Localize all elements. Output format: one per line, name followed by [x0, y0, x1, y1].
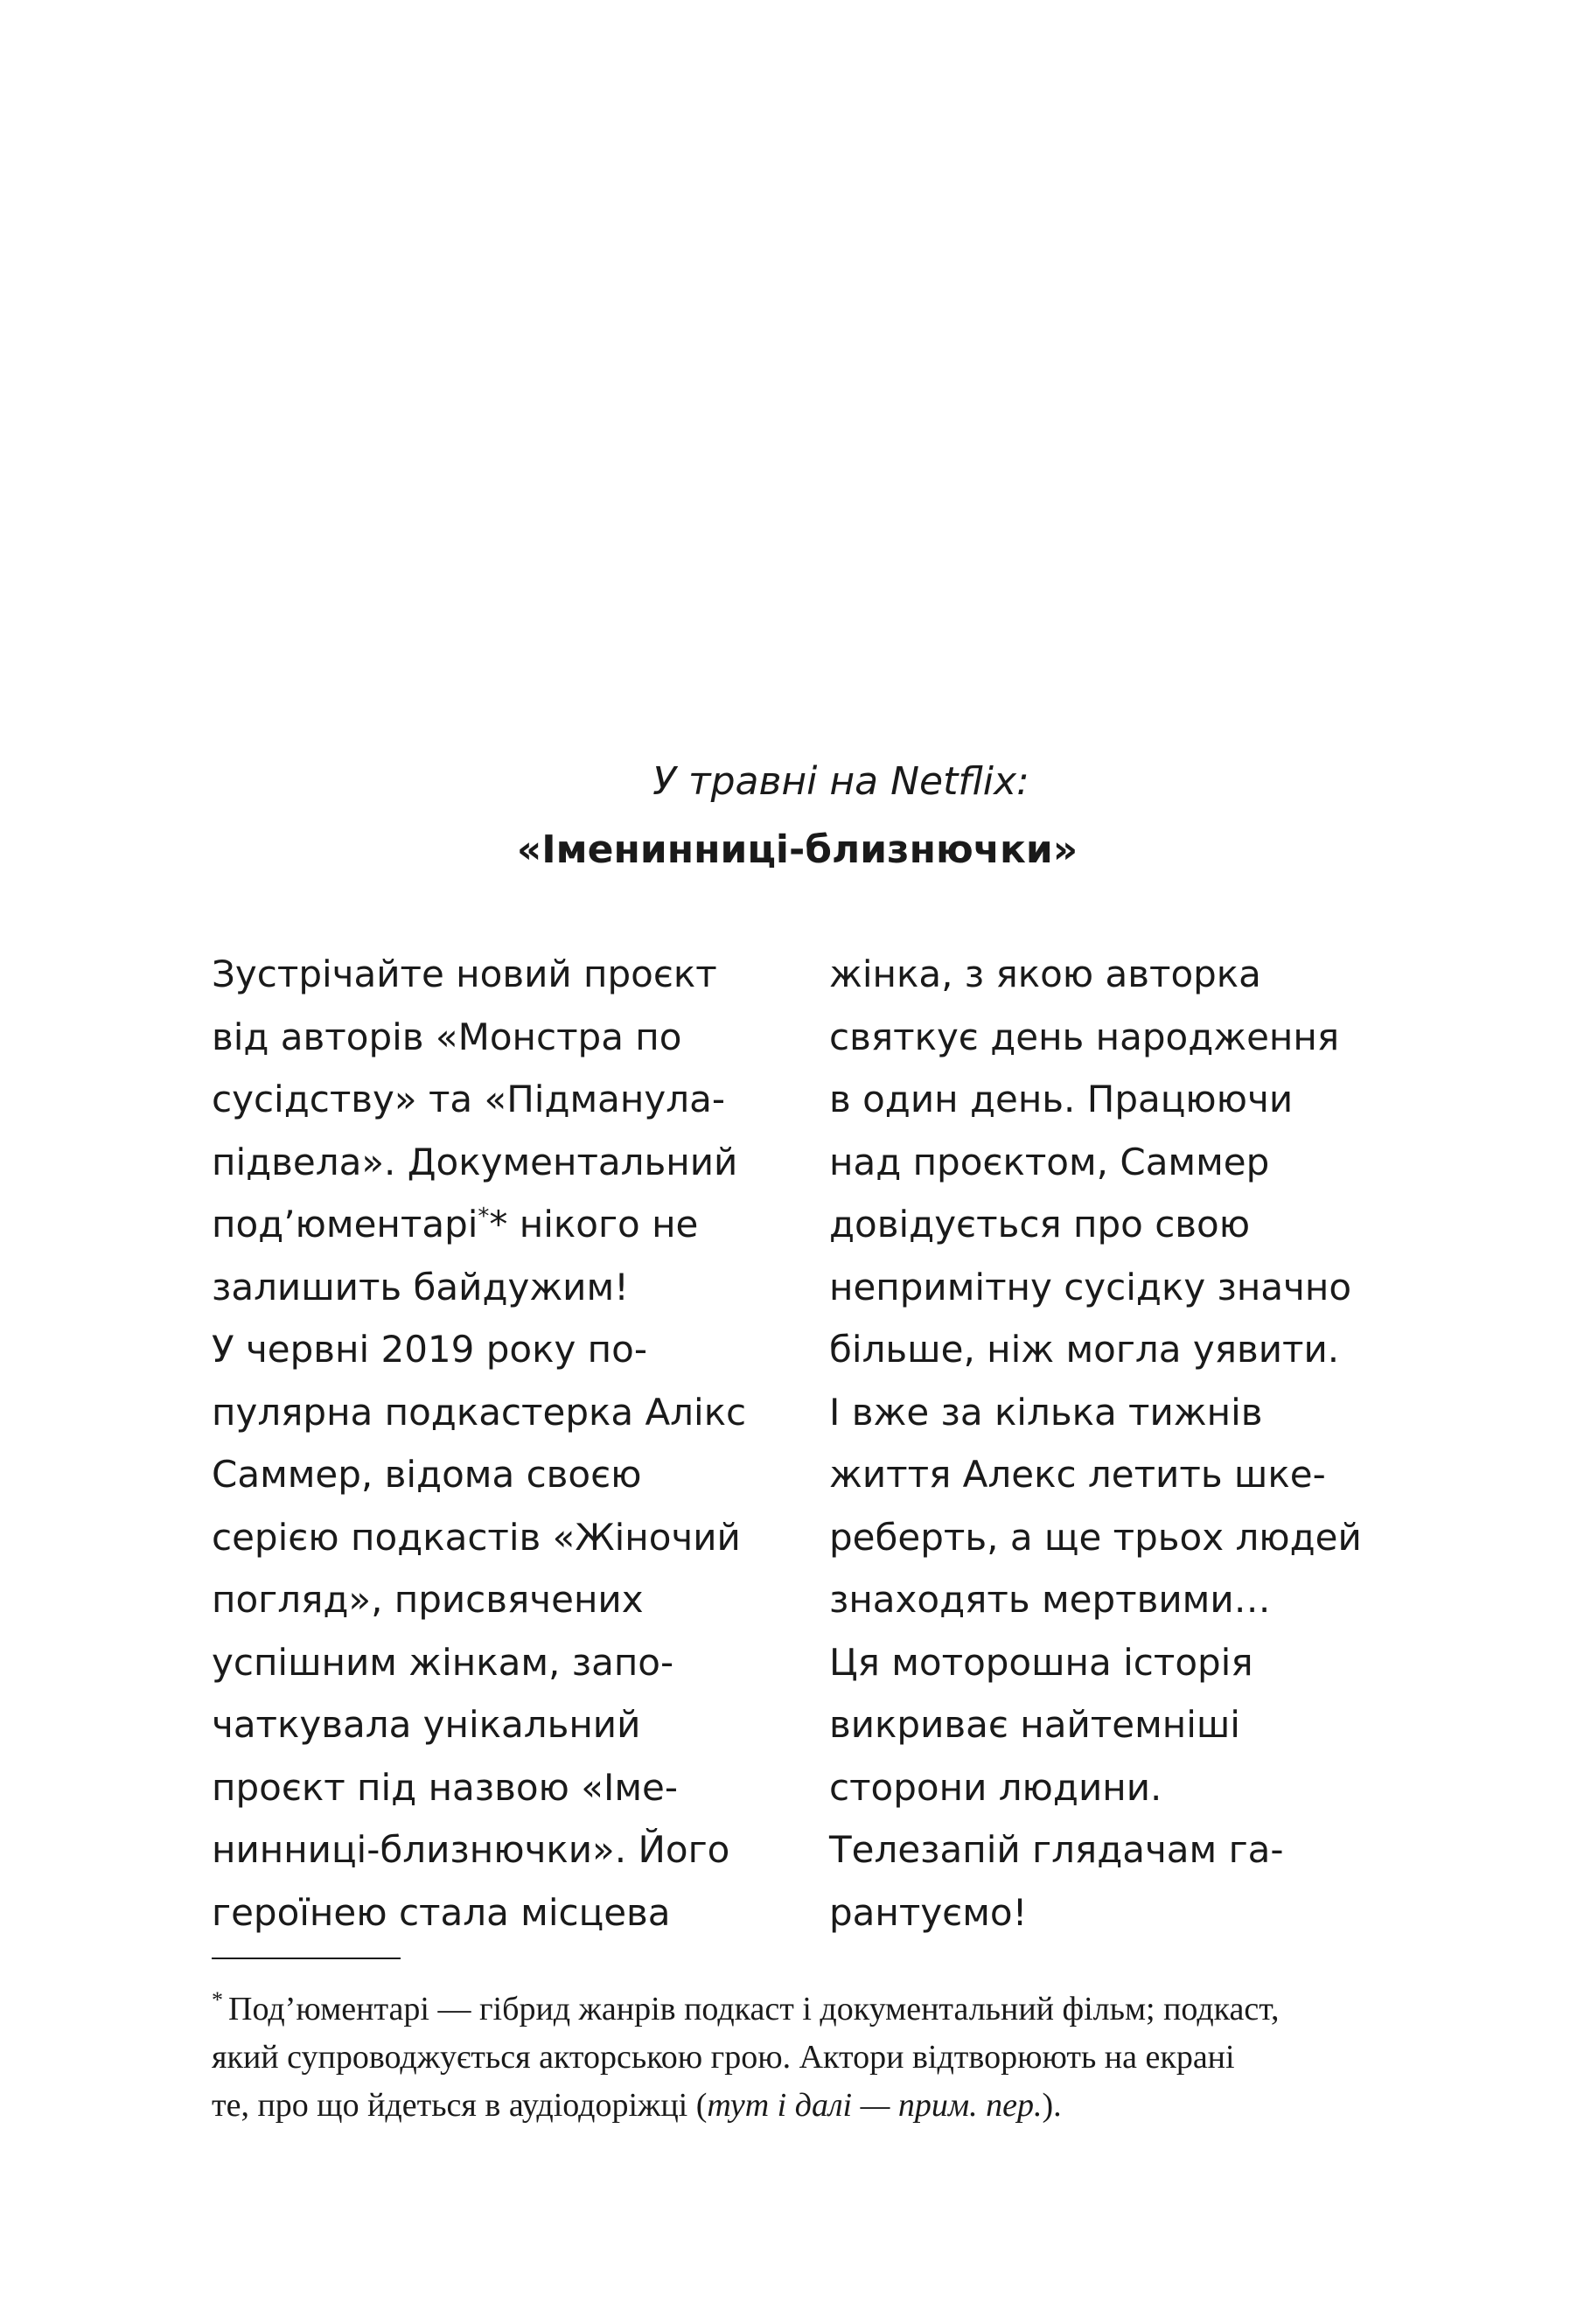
text-line: серією подкастів «Жіночий: [212, 1515, 741, 1559]
text-line: І вже за кілька тижнів: [829, 1390, 1263, 1434]
text-line: чаткувала унікальний: [212, 1703, 641, 1746]
text-line: Зустрічайте новий проєкт: [212, 953, 717, 995]
text-line: підвела». Документальний: [212, 1140, 738, 1183]
footnote-mark: *: [212, 1987, 223, 2013]
text-line: успішним жінкам, запо-: [212, 1640, 674, 1684]
text-line: знаходять мертвими…: [829, 1578, 1271, 1621]
footnote-divider: [212, 1958, 401, 1959]
text-line: непримітну сусідку значно: [829, 1265, 1352, 1309]
footnote-text: те, про що йдеться в аудіодоріжці (: [212, 2087, 708, 2124]
text-line: пулярна подкастерка Алікс: [212, 1390, 747, 1434]
text-line: святкує день народження: [829, 1015, 1340, 1058]
text-line: Ця моторошна історія: [829, 1640, 1253, 1684]
text-line: реберть, а ще трьох людей: [829, 1515, 1362, 1559]
text-line: жінка, з якою авторка: [829, 953, 1261, 995]
text-line: над проєктом, Саммер: [829, 1140, 1270, 1183]
text-line: рантуємо!: [829, 1890, 1028, 1934]
text-line-with-footnote: [212, 1193, 754, 1256]
footnote-text: Под’юментарі — гібрид жанрів подкаст і документальний фільм; подкаст,: [228, 1991, 1280, 2027]
text-line: нинниці-близнючки». Його: [212, 1828, 730, 1871]
footnote-italic-text: тут і далі — прим. пер.: [707, 2087, 1043, 2124]
text-line: Саммер, відома своєю: [212, 1453, 642, 1496]
footnote-line: який супроводжується акторською грою. Актори відтворюють на екрані: [212, 2039, 1235, 2076]
footnote: [212, 1986, 1401, 2130]
text-line: більше, ніж могла уявити.: [829, 1328, 1340, 1371]
text-line: У червні 2019 року по-: [212, 1328, 647, 1371]
footnote-line: [212, 1986, 1401, 2034]
footnote-line: [212, 2082, 1401, 2130]
text-line: Телезапій глядачам га-: [829, 1828, 1284, 1871]
text-line: героїнею стала місцева: [212, 1890, 671, 1934]
footnote-reference-mark[interactable]: *: [478, 1204, 490, 1230]
text-line: проєкт під назвою «Іме-: [212, 1765, 679, 1809]
footnote-text: ).: [1042, 2087, 1062, 2124]
text-line: залишить байдужим!: [212, 1265, 629, 1309]
text-line: в один день. Працюючи: [829, 1078, 1294, 1120]
page-title: «Іменинниці-близнючки»: [516, 827, 1078, 872]
text-line: сторони людини.: [829, 1765, 1162, 1809]
footnote-term: под’юментарі: [212, 1203, 478, 1246]
kicker-heading: У травні на Netflix:: [652, 759, 1029, 804]
left-text-column: [212, 943, 754, 1944]
text-line: погляд», присвячених: [212, 1578, 644, 1621]
text-line: життя Алекс летить шке-: [829, 1453, 1326, 1496]
text-line: довідується про свою: [829, 1203, 1251, 1246]
text-line: від авторів «Монстра по: [212, 1015, 682, 1058]
text-line: сусідству» та «Підманула-: [212, 1078, 725, 1120]
text-line: викриває найтемніші: [829, 1703, 1240, 1746]
right-text-column: [829, 943, 1371, 1944]
text-fragment: * нікого не: [489, 1203, 699, 1246]
